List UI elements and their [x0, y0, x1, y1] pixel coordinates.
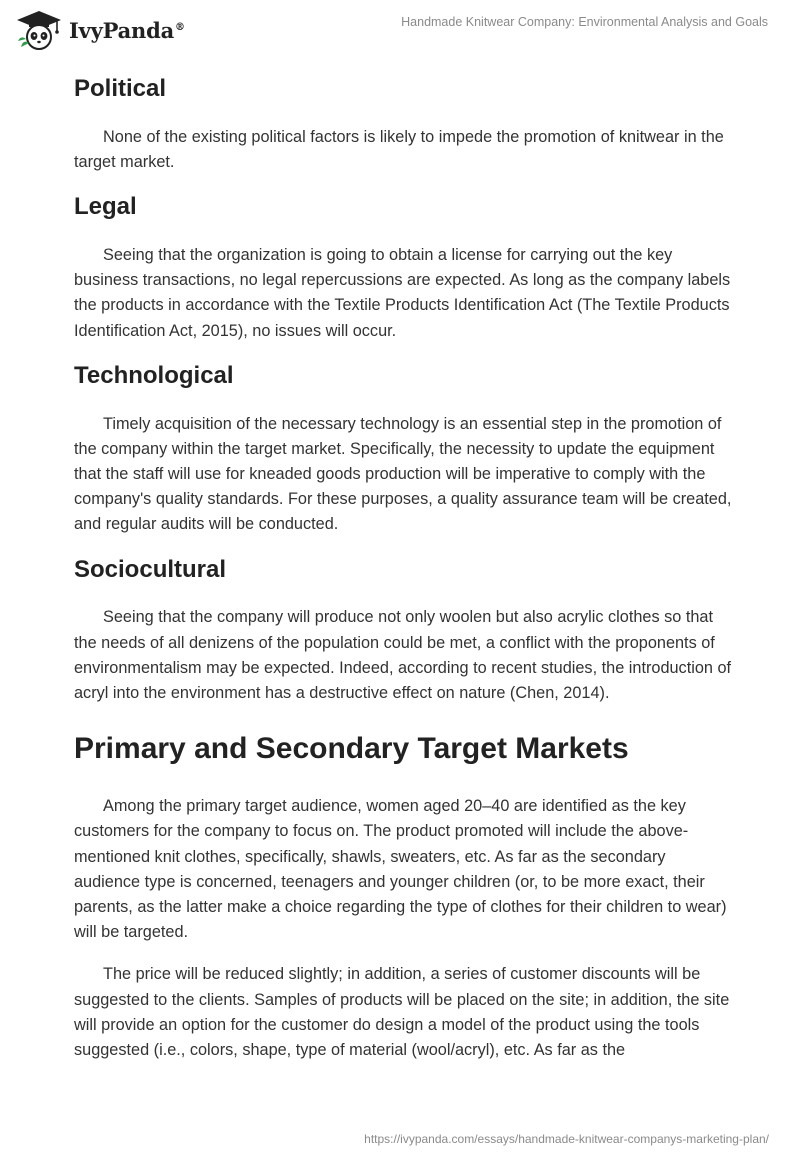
ivypanda-logo[interactable] — [15, 9, 185, 51]
paragraph-sociocultural: Seeing that the company will produce not only woolen but also acrylic clothes so that the needs of all denizens of the population could be met, a conflict with the proponents of environmentalism may be expected. Indeed, according to recent studies, the introduction of acryl into the environment has a destructive effect on nature (Chen, 2014). — [74, 608, 732, 703]
document-title: Handmade Knitwear Company: Environmental Analysis and Goals — [401, 15, 768, 29]
paragraph-legal: Seeing that the organization is going to obtain a license for carrying out the key business transactions, no legal repercussions are expected. As long as the company labels the products in accordance with the Textile Products Identification Act (The Textile Products Identification Act, 2015), no issues will occur. — [74, 246, 731, 340]
logo-text: IvyPanda® — [69, 17, 185, 43]
source-url[interactable]: https://ivypanda.com/essays/handmade-knitwear-companys-marketing-plan/ — [364, 1132, 769, 1146]
page-header — [0, 0, 800, 64]
heading-technological: Technological — [74, 361, 234, 389]
heading-legal: Legal — [74, 193, 137, 221]
paragraph-political: None of the existing political factors is likely to impede the promotion of knitwear in the target market. — [74, 127, 724, 171]
paragraph-target-markets-1: Among the primary target audience, women aged 20–40 are identified as the key customers for the company to focus on. The product promoted will include the above-mentioned knit clothes, specifically, shawls, sweaters, etc. As far as the secondary audience type is concerned, teenagers and younger children (or, to be more exact, their parents, as the latter make a choice regarding the type of clothes for their children to wear) will be targeted. — [74, 797, 727, 942]
essay-content — [74, 70, 734, 1063]
heading-political: Political — [74, 75, 167, 102]
paragraph-technological: Timely acquisition of the necessary technology is an essential step in the promotion of the company within the target market. Specifically, the necessity to update the equipment that the staff will use for kneaded goods production will be imperative to comply with the company's quality standards. For these purposes, a quality assurance team will be created, and regular audits will be conducted. — [74, 414, 732, 534]
heading-sociocultural: Sociocultural — [74, 555, 227, 583]
heading-target-markets: Primary and Secondary Target Markets — [74, 732, 629, 766]
panda-graduate-icon — [15, 9, 63, 51]
paragraph-target-markets-2: The price will be reduced slightly; in addition, a series of customer discounts will be suggested to the clients. Samples of products will be placed on the site; in addition, the site will provide an option for the customer do design a model of the product using the tools suggested (i.e., colors, shape, type of material (wool/acryl), etc. As far as the — [74, 965, 730, 1060]
